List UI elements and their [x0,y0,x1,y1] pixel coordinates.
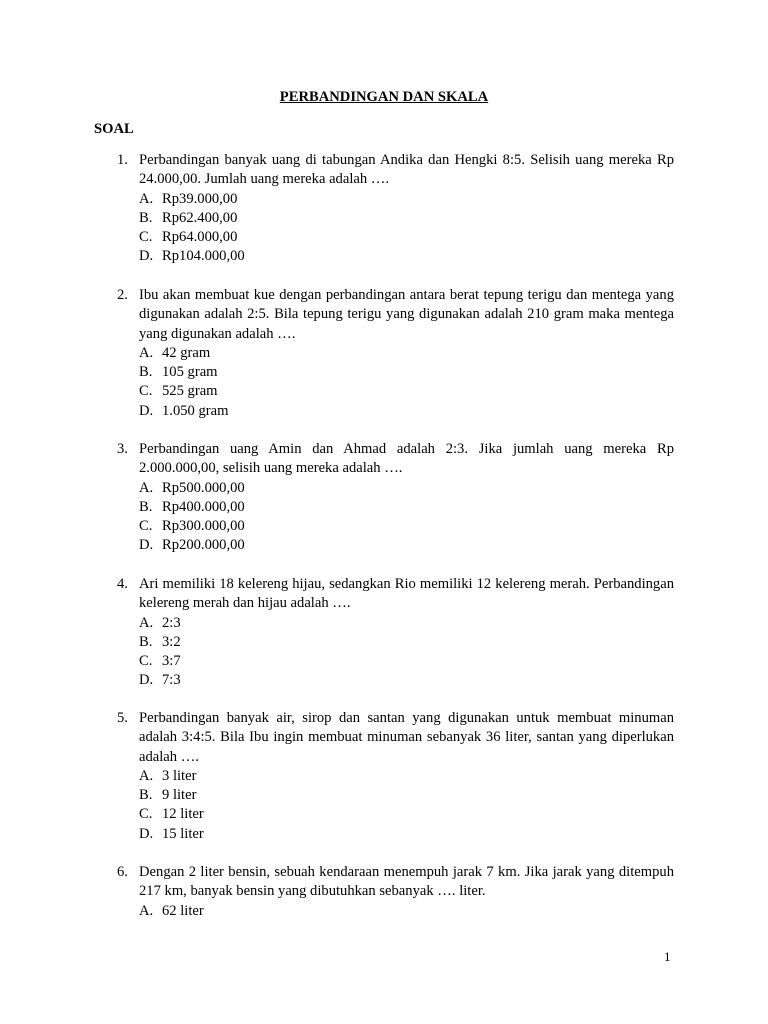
question-6 [117,863,674,921]
option-a: A. Rp500.000,00 [139,479,245,496]
question-text: Perbandingan banyak air, sirop dan santan yang digunakan untuk membuat minuman adalah 3:4:5. Bila Ibu ingin membuat minuman sebanyak 36 liter, santan yang diperlukan adalah …. [139,710,674,765]
option-b: B. Rp400.000,00 [139,498,245,515]
options-list [139,614,674,691]
options-list [139,767,674,844]
option-c: C. 3:7 [139,653,181,670]
option-b: B. Rp62.400,00 [139,209,238,226]
question-number: 3. [117,441,128,457]
option-a: A. Rp39.000,00 [139,190,238,207]
option-a: A. 42 gram [139,344,211,361]
option-a: A. 62 liter [139,902,204,919]
option-d: D. 15 liter [139,825,204,842]
section-heading: SOAL [94,121,134,137]
question-text: Dengan 2 liter bensin, sebuah kendaraan menempuh jarak 7 km. Jika jarak yang ditempuh 217 km, banyak bensin yang dibutuhkan sebanyak …. liter. [139,864,674,900]
options-list [139,902,674,921]
question-text: Perbandingan uang Amin dan Ahmad adalah 2:3. Jika jumlah uang mereka Rp 2.000.000,00, selisih uang mereka adalah …. [139,441,674,477]
option-a: A. 3 liter [139,767,197,784]
question-text: Perbandingan banyak uang di tabungan Andika dan Hengki 8:5. Selisih uang mereka Rp 24.000,00. Jumlah uang mereka adalah …. [139,152,674,188]
option-c: C. 12 liter [139,806,204,823]
options-list [139,479,674,556]
option-c: C. Rp300.000,00 [139,518,245,535]
option-b: B. 3:2 [139,633,181,650]
page-number: 1 [664,949,671,964]
option-c: C. 525 gram [139,383,218,400]
document-title: PERBANDINGAN DAN SKALA [279,89,489,105]
option-d: D. Rp104.000,00 [139,248,245,265]
question-3 [117,440,674,556]
option-d: D. 7:3 [139,672,181,689]
option-b: B. 105 gram [139,364,218,381]
option-d: D. Rp200.000,00 [139,537,245,554]
options-list [139,190,674,267]
question-4 [117,575,674,691]
question-number: 4. [117,576,128,592]
question-text: Ibu akan membuat kue dengan perbandingan antara berat tepung terigu dan mentega yang digunakan adalah 2:5. Bila tepung terigu yang digunakan adalah 210 gram maka mentega yang digunakan adalah …. [139,287,674,342]
question-number: 2. [117,287,128,303]
question-1 [117,151,674,267]
question-2 [117,286,674,421]
option-d: D. 1.050 gram [139,402,229,419]
question-number: 5. [117,710,128,726]
question-number: 6. [117,864,128,880]
option-c: C. Rp64.000,00 [139,229,238,246]
option-a: A. 2:3 [139,614,181,631]
question-number: 1. [117,152,128,168]
options-list [139,344,674,421]
option-b: B. 9 liter [139,787,197,804]
question-text: Ari memiliki 18 kelereng hijau, sedangkan Rio memiliki 12 kelereng merah. Perbandingan kelereng merah dan hijau adalah …. [139,576,674,612]
question-5 [117,709,674,844]
